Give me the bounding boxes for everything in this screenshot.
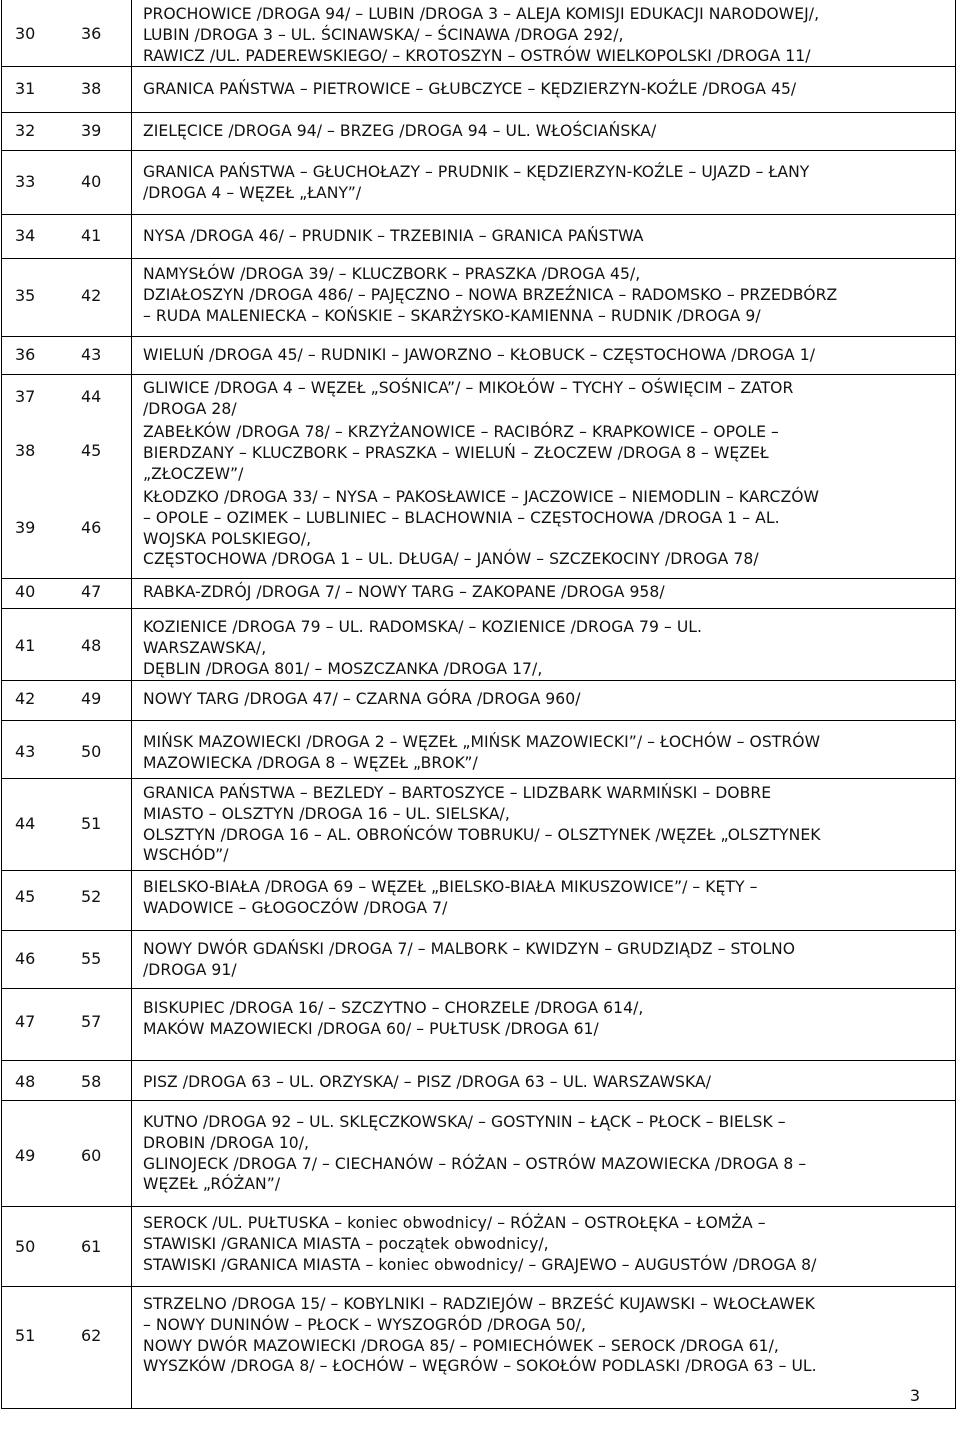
row-number-a: 43 — [15, 742, 36, 761]
row-number-a: 49 — [15, 1146, 36, 1165]
row-number-b: 41 — [81, 226, 102, 245]
route-text-line: ZIELĘCICE /DROGA 94/ – BRZEG /DROGA 94 – UL. WŁOŚCIAŃSKA/ — [143, 122, 657, 140]
route-text-line: MIŃSK MAZOWIECKI /DROGA 2 – WĘZEŁ „MIŃSK MAZOWIECKI”/ – ŁOCHÓW – OSTRÓW — [143, 733, 821, 751]
row-number-b: 44 — [81, 387, 102, 406]
route-text-line: OLSZTYN /DROGA 16 – AL. OBROŃCÓW TOBRUKU/ – OLSZTYNEK /WĘZEŁ „OLSZTYNEK — [143, 825, 821, 844]
route-text-line: NOWY TARG /DROGA 47/ – CZARNA GÓRA /DROGA 960/ — [143, 690, 581, 708]
row-divider — [1, 336, 956, 337]
row-number-a: 34 — [15, 226, 36, 245]
route-text-line: LUBIN /DROGA 3 – UL. ŚCINAWSKA/ – ŚCINAWA /DROGA 292/, — [143, 25, 624, 44]
row-divider — [1, 988, 956, 989]
route-text-line: NYSA /DROGA 46/ – PRUDNIK – TRZEBINIA – GRANICA PAŃSTWA — [143, 227, 644, 245]
row-divider — [1, 778, 956, 779]
row-number-b: 61 — [81, 1237, 102, 1256]
row-number-a: 39 — [15, 518, 36, 537]
route-text-line: GLIWICE /DROGA 4 – WĘZEŁ „SOŚNICA”/ – MIKOŁÓW – TYCHY – OŚWIĘCIM – ZATOR — [143, 379, 794, 397]
route-text-line: GRANICA PAŃSTWA – BEZLEDY – BARTOSZYCE – LIDZBARK WARMIŃSKI – DOBRE — [143, 784, 772, 802]
row-divider — [1, 870, 956, 871]
row-number-a: 48 — [15, 1072, 36, 1091]
route-text-line: NAMYSŁÓW /DROGA 39/ – KLUCZBORK – PRASZKA /DROGA 45/, — [143, 265, 641, 283]
route-text-line: /DROGA 28/ — [143, 399, 237, 418]
column-divider — [131, 0, 132, 1409]
route-text-line: /DROGA 91/ — [143, 960, 237, 979]
route-text-line: STRZELNO /DROGA 15/ – KOBYLNIKI – RADZIEJÓW – BRZEŚĆ KUJAWSKI – WŁOCŁAWEK — [143, 1295, 815, 1313]
row-divider — [1, 1100, 956, 1101]
route-text-line: DĘBLIN /DROGA 801/ – MOSZCZANKA /DROGA 17/, — [143, 659, 543, 678]
row-number-a: 46 — [15, 949, 36, 968]
route-text-line: KUTNO /DROGA 92 – UL. SKLĘCZKOWSKA/ – GOSTYNIN – ŁĄCK – PŁOCK – BIELSK – — [143, 1113, 786, 1131]
route-text-line: – RUDA MALENIECKA – KOŃSKIE – SKARŻYSKO-KAMIENNA – RUDNIK /DROGA 9/ — [143, 306, 761, 325]
route-text-line: – OPOLE – OZIMEK – LUBLINIEC – BLACHOWNIA – CZĘSTOCHOWA /DROGA 1 – AL. — [143, 508, 780, 527]
route-text-line: ZABEŁKÓW /DROGA 78/ – KRZYŻANOWICE – RACIBÓRZ – KRAPKOWICE – OPOLE – — [143, 423, 779, 441]
row-number-a: 32 — [15, 121, 36, 140]
route-text-line: WARSZAWSKA/, — [143, 638, 267, 657]
row-number-b: 52 — [81, 887, 102, 906]
route-text-line: WYSZKÓW /DROGA 8/ – ŁOCHÓW – WĘGRÓW – SOKOŁÓW PODLASKI /DROGA 63 – UL. — [143, 1357, 817, 1376]
row-divider — [1, 214, 956, 215]
row-number-b: 62 — [81, 1326, 102, 1345]
row-number-b: 49 — [81, 689, 102, 708]
row-number-a: 36 — [15, 345, 36, 364]
route-text-line: WĘZEŁ „RÓŻAN”/ — [143, 1175, 281, 1194]
row-number-a: 45 — [15, 887, 36, 906]
route-text-line: STAWISKI /GRANICA MIASTA – początek obwodnicy/, — [143, 1234, 549, 1253]
route-text-line: WIELUŃ /DROGA 45/ – RUDNIKI – JAWORZNO – KŁOBUCK – CZĘSTOCHOWA /DROGA 1/ — [143, 346, 816, 364]
row-number-b: 48 — [81, 636, 102, 655]
row-number-a: 38 — [15, 441, 36, 460]
row-number-b: 39 — [81, 121, 102, 140]
row-number-a: 42 — [15, 689, 36, 708]
route-text-line: „ZŁOCZEW”/ — [143, 464, 244, 483]
row-divider — [1, 112, 956, 113]
route-text-line: NOWY DWÓR MAZOWIECKI /DROGA 85/ – POMIECHÓWEK – SEROCK /DROGA 61/, — [143, 1336, 779, 1355]
route-text-line: BISKUPIEC /DROGA 16/ – SZCZYTNO – CHORZELE /DROGA 614/, — [143, 999, 644, 1017]
row-divider — [1, 1206, 956, 1207]
row-divider — [1, 930, 956, 931]
row-divider — [1, 258, 956, 259]
row-divider — [1, 680, 956, 681]
row-number-b: 60 — [81, 1146, 102, 1165]
route-text-line: STAWISKI /GRANICA MIASTA – koniec obwodnicy/ – GRAJEWO – AUGUSTÓW /DROGA 8/ — [143, 1255, 817, 1274]
route-text-line: DZIAŁOSZYN /DROGA 486/ – PAJĘCZNO – NOWA BRZEŹNICA – RADOMSKO – PRZEDBÓRZ — [143, 285, 838, 304]
row-number-b: 57 — [81, 1012, 102, 1031]
route-text-line: WOJSKA POLSKIEGO/, — [143, 529, 312, 548]
route-text-line: MAKÓW MAZOWIECKI /DROGA 60/ – PUŁTUSK /DROGA 61/ — [143, 1019, 599, 1038]
route-text-line: RAWICZ /UL. PADEREWSKIEGO/ – KROTOSZYN – OSTRÓW WIELKOPOLSKI /DROGA 11/ — [143, 46, 811, 65]
row-divider — [1, 374, 956, 375]
row-number-b: 47 — [81, 582, 102, 601]
row-number-a: 35 — [15, 286, 36, 305]
row-number-a: 50 — [15, 1237, 36, 1256]
row-number-a: 31 — [15, 79, 36, 98]
row-number-b: 51 — [81, 814, 102, 833]
row-number-a: 41 — [15, 636, 36, 655]
row-number-b: 43 — [81, 345, 102, 364]
route-text-line: MIASTO – OLSZTYN /DROGA 16 – UL. SIELSKA/, — [143, 804, 510, 823]
route-text-line: KOZIENICE /DROGA 79 – UL. RADOMSKA/ – KOZIENICE /DROGA 79 – UL. — [143, 618, 703, 636]
route-text-line: /DROGA 4 – WĘZEŁ „ŁANY”/ — [143, 183, 362, 202]
row-number-a: 47 — [15, 1012, 36, 1031]
route-text-line: CZĘSTOCHOWA /DROGA 1 – UL. DŁUGA/ – JANÓW – SZCZEKOCINY /DROGA 78/ — [143, 550, 759, 569]
route-text-line: MAZOWIECKA /DROGA 8 – WĘZEŁ „BROK”/ — [143, 753, 478, 772]
row-number-b: 46 — [81, 518, 102, 537]
row-divider — [1, 150, 956, 151]
row-number-a: 40 — [15, 582, 36, 601]
row-number-b: 36 — [81, 24, 102, 43]
row-divider — [1, 1060, 956, 1061]
route-text-line: GRANICA PAŃSTWA – GŁUCHOŁAZY – PRUDNIK – KĘDZIERZYN-KOŹLE – UJAZD – ŁANY — [143, 163, 810, 181]
route-text-line: KŁODZKO /DROGA 33/ – NYSA – PAKOSŁAWICE – JACZOWICE – NIEMODLIN – KARCZÓW — [143, 488, 819, 506]
route-text-line: GRANICA PAŃSTWA – PIETROWICE – GŁUBCZYCE – KĘDZIERZYN-KOŹLE /DROGA 45/ — [143, 80, 797, 98]
row-number-b: 42 — [81, 286, 102, 305]
row-divider — [1, 578, 956, 579]
route-text-line: BIELSKO-BIAŁA /DROGA 69 – WĘZEŁ „BIELSKO-BIAŁA MIKUSZOWICE”/ – KĘTY – — [143, 878, 758, 896]
page-number: 3 — [909, 1386, 920, 1405]
row-number-b: 50 — [81, 742, 102, 761]
route-text-line: – NOWY DUNINÓW – PŁOCK – WYSZOGRÓD /DROGA 50/, — [143, 1315, 586, 1334]
route-text-line: RABKA-ZDRÓJ /DROGA 7/ – NOWY TARG – ZAKOPANE /DROGA 958/ — [143, 583, 665, 601]
row-number-a: 37 — [15, 387, 36, 406]
row-divider — [1, 720, 956, 721]
row-number-a: 30 — [15, 24, 36, 43]
row-number-b: 40 — [81, 172, 102, 191]
row-number-b: 45 — [81, 441, 102, 460]
row-number-b: 58 — [81, 1072, 102, 1091]
route-text-line: SEROCK /UL. PUŁTUSKA – koniec obwodnicy/ – RÓŻAN – OSTROŁĘKA – ŁOMŻA – — [143, 1214, 766, 1232]
row-divider — [1, 608, 956, 609]
route-text-line: WADOWICE – GŁOGOCZÓW /DROGA 7/ — [143, 898, 448, 917]
row-divider — [1, 1286, 956, 1287]
route-text-line: DROBIN /DROGA 10/, — [143, 1133, 310, 1152]
route-text-line: GLINOJECK /DROGA 7/ – CIECHANÓW – RÓŻAN – OSTRÓW MAZOWIECKA /DROGA 8 – — [143, 1154, 807, 1173]
route-text-line: PROCHOWICE /DROGA 94/ – LUBIN /DROGA 3 – ALEJA KOMISJI EDUKACJI NARODOWEJ/, — [143, 5, 820, 23]
row-number-a: 44 — [15, 814, 36, 833]
route-text-line: NOWY DWÓR GDAŃSKI /DROGA 7/ – MALBORK – KWIDZYN – GRUDZIĄDZ – STOLNO — [143, 940, 796, 958]
route-text-line: WSCHÓD”/ — [143, 846, 229, 865]
row-number-a: 51 — [15, 1326, 36, 1345]
route-text-line: PISZ /DROGA 63 – UL. ORZYSKA/ – PISZ /DROGA 63 – UL. WARSZAWSKA/ — [143, 1073, 712, 1091]
route-text-line: BIERDZANY – KLUCZBORK – PRASZKA – WIELUŃ – ZŁOCZEW /DROGA 8 – WĘZEŁ — [143, 443, 769, 462]
row-number-a: 33 — [15, 172, 36, 191]
row-number-b: 38 — [81, 79, 102, 98]
row-number-b: 55 — [81, 949, 102, 968]
